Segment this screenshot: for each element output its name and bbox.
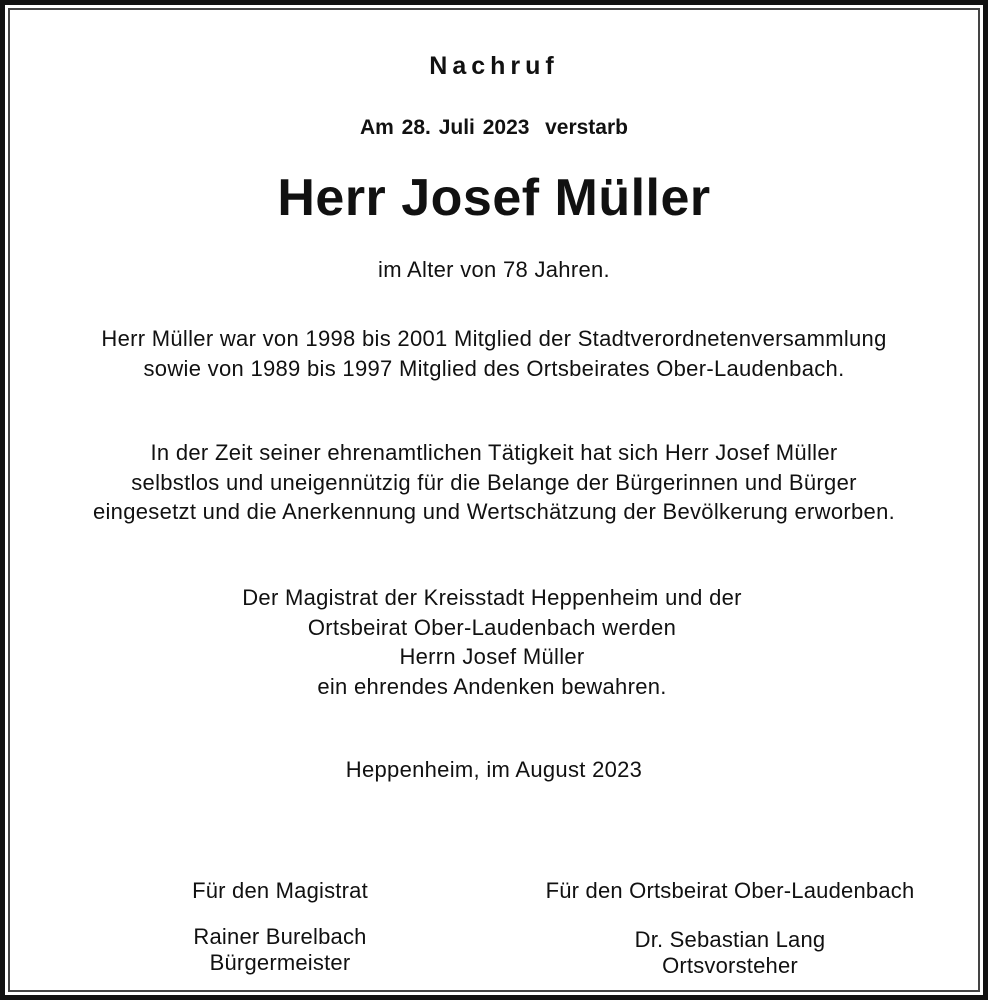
- paragraph-offices: [0, 324, 988, 383]
- death-date-line: Am 28. Juli 2023 verstarb: [360, 116, 628, 139]
- signature-role: Ortsvorsteher: [662, 953, 798, 978]
- text-line: eingesetzt und die Anerkennung und Wertschätzung der Bevölkerung erworben.: [92, 499, 896, 524]
- paragraph-remembrance: [0, 583, 986, 701]
- text-line: In der Zeit seiner ehrenamtlichen Tätigkeit hat sich Herr Josef Müller: [150, 440, 838, 465]
- text-line: Der Magistrat der Kreisstadt Heppenheim und der: [242, 585, 742, 610]
- paragraph-tribute: [0, 438, 988, 527]
- place-date: Heppenheim, im August 2023: [345, 757, 643, 782]
- signature-person: Rainer Burelbach: [193, 924, 367, 949]
- signature-role: Bürgermeister: [209, 950, 351, 975]
- signature-for: Für den Magistrat: [192, 878, 368, 903]
- text-line: Herr Müller war von 1998 bis 2001 Mitglied der Stadtverordnetenversammlung: [101, 326, 887, 351]
- signature-magistrat: [130, 878, 430, 976]
- deceased-name: Herr Josef Müller: [277, 169, 711, 227]
- age-line: im Alter von 78 Jahren.: [378, 257, 610, 282]
- signature-ortsbeirat: [520, 878, 940, 979]
- text-line: ein ehrendes Andenken bewahren.: [317, 673, 667, 699]
- text-line: Herrn Josef Müller: [399, 644, 585, 669]
- text-line: Ortsbeirat Ober-Laudenbach werden: [307, 614, 677, 640]
- signature-person: Dr. Sebastian Lang: [634, 927, 826, 952]
- text-line: sowie von 1989 bis 1997 Mitglied des Ortsbeirates Ober-Laudenbach.: [143, 355, 845, 381]
- heading: Nachruf: [429, 52, 559, 80]
- text-line: selbstlos und uneigennützig für die Belange der Bürgerinnen und Bürger: [131, 469, 857, 495]
- signature-for: Für den Ortsbeirat Ober-Laudenbach: [545, 878, 915, 903]
